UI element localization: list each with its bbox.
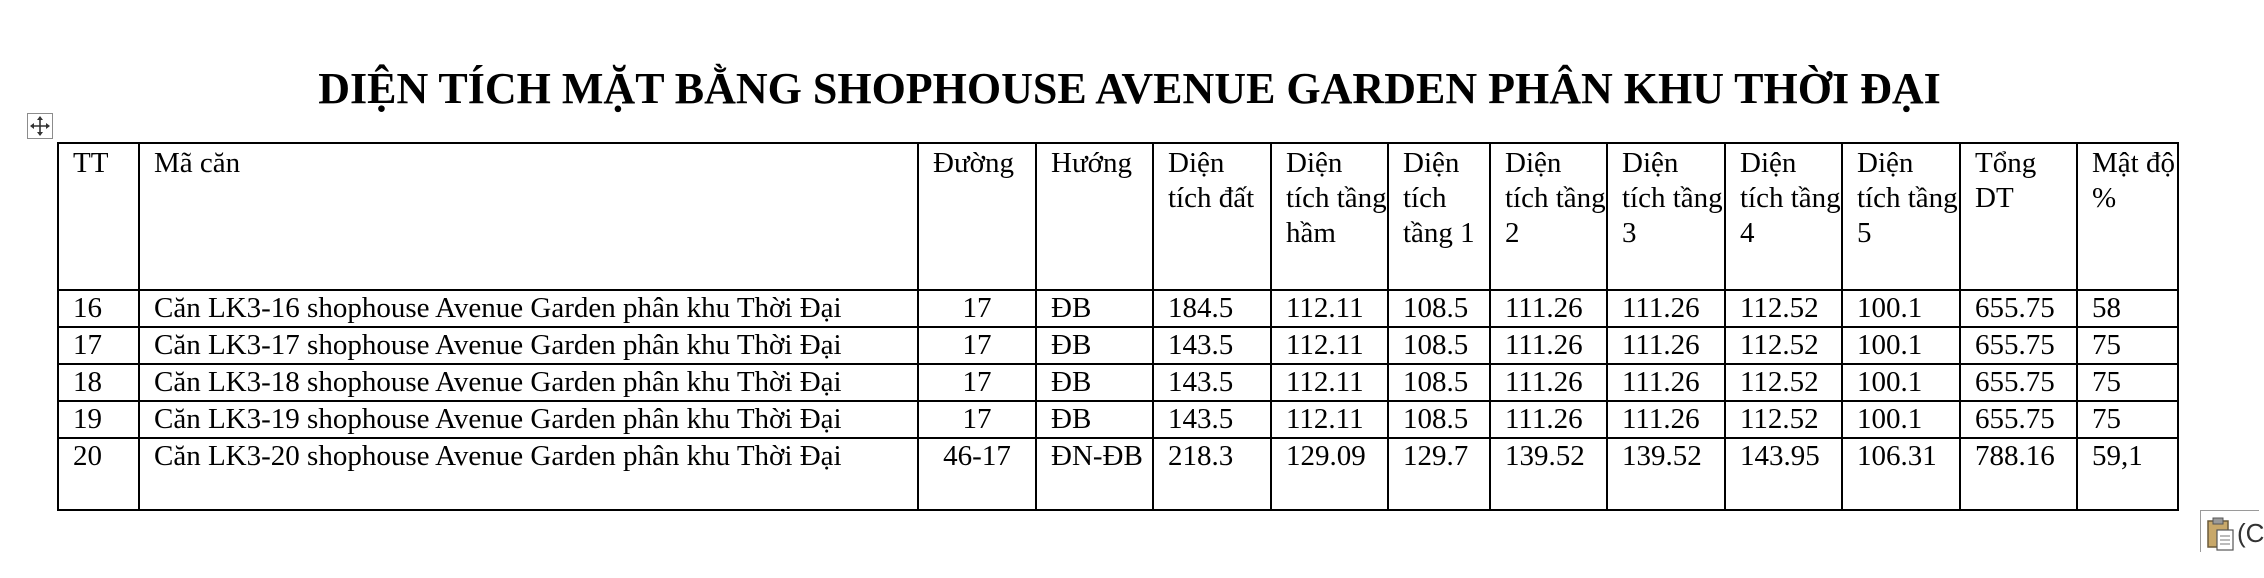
header-cell-tong-dt[interactable]: Tổng DT bbox=[1960, 143, 2077, 290]
cell-mat-do[interactable]: 75 bbox=[2077, 327, 2178, 364]
paste-options-button[interactable] bbox=[2200, 510, 2264, 552]
cell-dien-tich-dat[interactable]: 184.5 bbox=[1153, 290, 1271, 327]
cell-mat-do[interactable]: 58 bbox=[2077, 290, 2178, 327]
cell-tang-2[interactable]: 111.26 bbox=[1490, 401, 1607, 438]
header-cell-dien-tich-tang-5[interactable]: Diện tích tầng 5 bbox=[1842, 143, 1960, 290]
cell-tang-2[interactable]: 111.26 bbox=[1490, 364, 1607, 401]
area-table bbox=[57, 142, 2179, 511]
cell-dien-tich-dat[interactable]: 143.5 bbox=[1153, 401, 1271, 438]
cell-huong[interactable]: ĐN-ĐB bbox=[1036, 438, 1153, 510]
cell-tang-2[interactable]: 111.26 bbox=[1490, 290, 1607, 327]
table-row bbox=[58, 401, 2178, 438]
cell-tong-dt[interactable]: 788.16 bbox=[1960, 438, 2077, 510]
cell-tt[interactable]: 20 bbox=[58, 438, 139, 510]
cell-tang-4[interactable]: 143.95 bbox=[1725, 438, 1842, 510]
cell-duong[interactable]: 46-17 bbox=[918, 438, 1036, 510]
cell-tang-3[interactable]: 111.26 bbox=[1607, 290, 1725, 327]
cell-tang-1[interactable]: 108.5 bbox=[1388, 290, 1490, 327]
cell-tang-ham[interactable]: 112.11 bbox=[1271, 364, 1388, 401]
cell-tang-ham[interactable]: 112.11 bbox=[1271, 290, 1388, 327]
table-row bbox=[58, 327, 2178, 364]
clipboard-paste-icon bbox=[2203, 513, 2237, 553]
header-cell-ma-can[interactable]: Mã căn bbox=[139, 143, 918, 290]
cell-ma-can[interactable]: Căn LK3-18 shophouse Avenue Garden phân khu Thời Đại bbox=[139, 364, 918, 401]
cell-mat-do[interactable]: 59,1 bbox=[2077, 438, 2178, 510]
table-row bbox=[58, 290, 2178, 327]
cell-tang-2[interactable]: 139.52 bbox=[1490, 438, 1607, 510]
cell-tong-dt[interactable]: 655.75 bbox=[1960, 364, 2077, 401]
cell-tang-3[interactable]: 139.52 bbox=[1607, 438, 1725, 510]
cell-tang-5[interactable]: 100.1 bbox=[1842, 290, 1960, 327]
table-row bbox=[58, 438, 2178, 510]
cell-tt[interactable]: 19 bbox=[58, 401, 139, 438]
cell-dien-tich-dat[interactable]: 218.3 bbox=[1153, 438, 1271, 510]
cell-tt[interactable]: 17 bbox=[58, 327, 139, 364]
cell-mat-do[interactable]: 75 bbox=[2077, 401, 2178, 438]
header-cell-duong[interactable]: Đường bbox=[918, 143, 1036, 290]
header-cell-huong[interactable]: Hướng bbox=[1036, 143, 1153, 290]
cell-tang-1[interactable]: 129.7 bbox=[1388, 438, 1490, 510]
cell-ma-can[interactable]: Căn LK3-16 shophouse Avenue Garden phân khu Thời Đại bbox=[139, 290, 918, 327]
cell-tang-3[interactable]: 111.26 bbox=[1607, 401, 1725, 438]
cell-tang-5[interactable]: 106.31 bbox=[1842, 438, 1960, 510]
table-move-handle-icon[interactable] bbox=[27, 113, 53, 139]
cell-tang-ham[interactable]: 129.09 bbox=[1271, 438, 1388, 510]
cell-ma-can[interactable]: Căn LK3-20 shophouse Avenue Garden phân khu Thời Đại bbox=[139, 438, 918, 510]
header-cell-tt[interactable]: TT bbox=[58, 143, 139, 290]
cell-tt[interactable]: 16 bbox=[58, 290, 139, 327]
cell-tang-4[interactable]: 112.52 bbox=[1725, 364, 1842, 401]
cell-huong[interactable]: ĐB bbox=[1036, 364, 1153, 401]
cell-huong[interactable]: ĐB bbox=[1036, 401, 1153, 438]
cell-tt[interactable]: 18 bbox=[58, 364, 139, 401]
cell-tang-5[interactable]: 100.1 bbox=[1842, 401, 1960, 438]
paste-options-label: (C bbox=[2237, 518, 2264, 548]
cell-dien-tich-dat[interactable]: 143.5 bbox=[1153, 327, 1271, 364]
cell-tong-dt[interactable]: 655.75 bbox=[1960, 401, 2077, 438]
cell-huong[interactable]: ĐB bbox=[1036, 327, 1153, 364]
cell-tang-1[interactable]: 108.5 bbox=[1388, 401, 1490, 438]
cell-tang-1[interactable]: 108.5 bbox=[1388, 364, 1490, 401]
cell-tong-dt[interactable]: 655.75 bbox=[1960, 327, 2077, 364]
cell-duong[interactable]: 17 bbox=[918, 364, 1036, 401]
cell-tang-2[interactable]: 111.26 bbox=[1490, 327, 1607, 364]
header-cell-dien-tich-tang-3[interactable]: Diện tích tầng 3 bbox=[1607, 143, 1725, 290]
cell-tang-4[interactable]: 112.52 bbox=[1725, 401, 1842, 438]
table-header-row bbox=[58, 143, 2178, 290]
header-cell-dien-tich-tang-2[interactable]: Diện tích tầng 2 bbox=[1490, 143, 1607, 290]
cell-mat-do[interactable]: 75 bbox=[2077, 364, 2178, 401]
cell-tang-5[interactable]: 100.1 bbox=[1842, 327, 1960, 364]
cell-tang-1[interactable]: 108.5 bbox=[1388, 327, 1490, 364]
header-cell-mat-do[interactable]: Mật độ % bbox=[2077, 143, 2178, 290]
cell-duong[interactable]: 17 bbox=[918, 290, 1036, 327]
cell-tang-ham[interactable]: 112.11 bbox=[1271, 327, 1388, 364]
page-title: DIỆN TÍCH MẶT BẰNG SHOPHOUSE AVENUE GARDEN PHÂN KHU THỜI ĐẠI bbox=[318, 64, 1941, 113]
cell-duong[interactable]: 17 bbox=[918, 401, 1036, 438]
cell-tang-3[interactable]: 111.26 bbox=[1607, 364, 1725, 401]
table-row bbox=[58, 364, 2178, 401]
cell-tang-4[interactable]: 112.52 bbox=[1725, 327, 1842, 364]
header-cell-dien-tich-dat[interactable]: Diện tích đất bbox=[1153, 143, 1271, 290]
cell-ma-can[interactable]: Căn LK3-17 shophouse Avenue Garden phân khu Thời Đại bbox=[139, 327, 918, 364]
cell-tang-5[interactable]: 100.1 bbox=[1842, 364, 1960, 401]
cell-duong[interactable]: 17 bbox=[918, 327, 1036, 364]
cell-ma-can[interactable]: Căn LK3-19 shophouse Avenue Garden phân khu Thời Đại bbox=[139, 401, 918, 438]
cell-tong-dt[interactable]: 655.75 bbox=[1960, 290, 2077, 327]
cell-tang-4[interactable]: 112.52 bbox=[1725, 290, 1842, 327]
cell-tang-ham[interactable]: 112.11 bbox=[1271, 401, 1388, 438]
header-cell-dien-tich-tang-1[interactable]: Diện tích tầng 1 bbox=[1388, 143, 1490, 290]
header-cell-dien-tich-tang-ham[interactable]: Diện tích tầng hầm bbox=[1271, 143, 1388, 290]
cell-tang-3[interactable]: 111.26 bbox=[1607, 327, 1725, 364]
cell-huong[interactable]: ĐB bbox=[1036, 290, 1153, 327]
cell-dien-tich-dat[interactable]: 143.5 bbox=[1153, 364, 1271, 401]
header-cell-dien-tich-tang-4[interactable]: Diện tích tầng 4 bbox=[1725, 143, 1842, 290]
